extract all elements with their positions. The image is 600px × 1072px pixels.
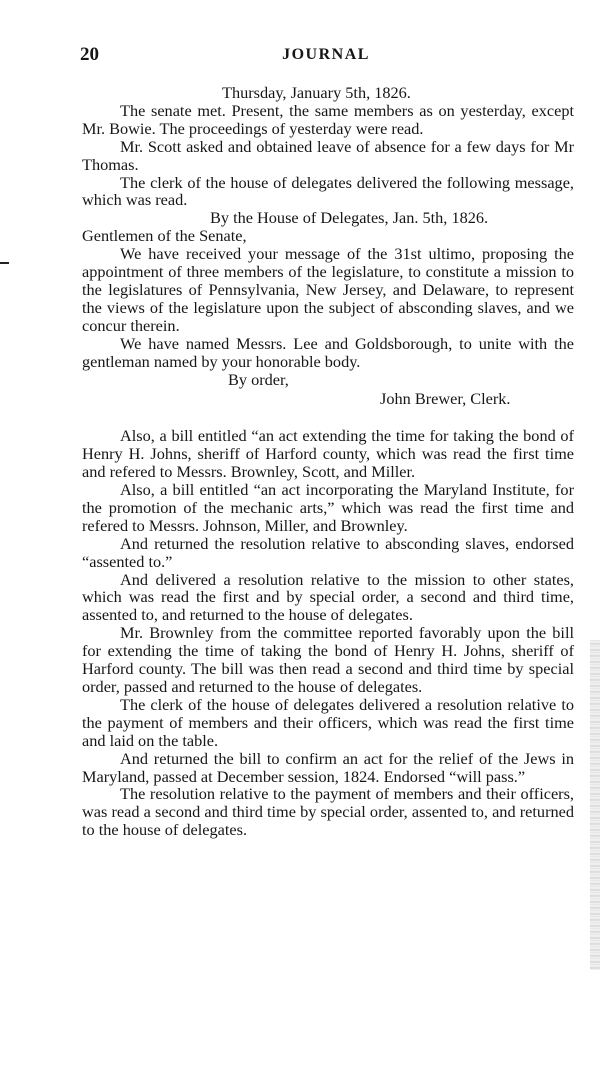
margin-mark bbox=[0, 262, 9, 264]
page-edge-shadow bbox=[590, 640, 600, 970]
paragraph: And delivered a resolution relative to the mission to other states, which was read the first and by special order, a second and third time, assented to, and returned to the house of delegates. bbox=[82, 569, 574, 625]
paragraph: The clerk of the house of delegates delivered the following message, which was read. bbox=[82, 172, 574, 210]
paragraph: Also, a bill entitled “an act extending the time for taking the bond of Henry H. Johns, sheriff of Harford county, which was read the first time and refered to Messrs. Brownley, Scott, and Miller. bbox=[82, 426, 574, 482]
session-date: Thursday, January 5th, 1826. bbox=[222, 83, 411, 102]
message-dateline: By the House of Delegates, Jan. 5th, 1826. bbox=[210, 208, 489, 228]
paragraph: The senate met. Present, the same members as on yesterday, except Mr. Bowie. The proceedings of yesterday were read. bbox=[82, 100, 574, 138]
message-salutation: Gentlemen of the Senate, bbox=[82, 226, 247, 246]
message-closing: By order, bbox=[228, 369, 289, 389]
paragraph: Mr. Brownley from the committee reported favorably upon the bill for extending the time of taking the bond of Henry H. Johns, sheriff of Harford county. The bill was then read a second and third time by special order, passed and returned to the house of delegates. bbox=[82, 623, 574, 696]
paragraph: The resolution relative to the payment of members and their officers, was read a second and third time by special order, assented to, and returned to the house of delegates. bbox=[82, 784, 574, 840]
paragraph: And returned the resolution relative to absconding slaves, endorsed “assented to.” bbox=[82, 533, 574, 571]
paragraph: And returned the bill to confirm an act for the relief of the Jews in Maryland, passed at December session, 1824. Endorsed “will pass.” bbox=[82, 748, 574, 786]
page-header bbox=[80, 44, 572, 70]
message-paragraph: We have received your message of the 31st ultimo, proposing the appointment of three members of the legislature, to constitute a mission to the legislatures of Pennsylvania, New Jersey, and Delaware, to represent the views of the legislature upon the subject of absconding slaves, and we concur therein. bbox=[82, 244, 574, 335]
paragraph: The clerk of the house of delegates delivered a resolution relative to the payment of members and their officers, which was read the first time and laid on the table. bbox=[82, 694, 574, 750]
section-gap bbox=[82, 408, 574, 427]
paragraph: Mr. Scott asked and obtained leave of absence for a few days for Mr Thomas. bbox=[82, 136, 574, 174]
message-signature: John Brewer, Clerk. bbox=[380, 389, 511, 409]
page-number: 20 bbox=[80, 44, 99, 65]
message-paragraph: We have named Messrs. Lee and Goldsborough, to unite with the gentleman named by your honorable body. bbox=[82, 333, 574, 371]
running-head: JOURNAL bbox=[282, 46, 370, 63]
paragraph: Also, a bill entitled “an act incorporating the Maryland Institute, for the promotion of the mechanic arts,” which was read the first time and refered to Messrs. Johnson, Miller, and Brownley. bbox=[82, 480, 574, 535]
journal-body bbox=[82, 84, 574, 839]
